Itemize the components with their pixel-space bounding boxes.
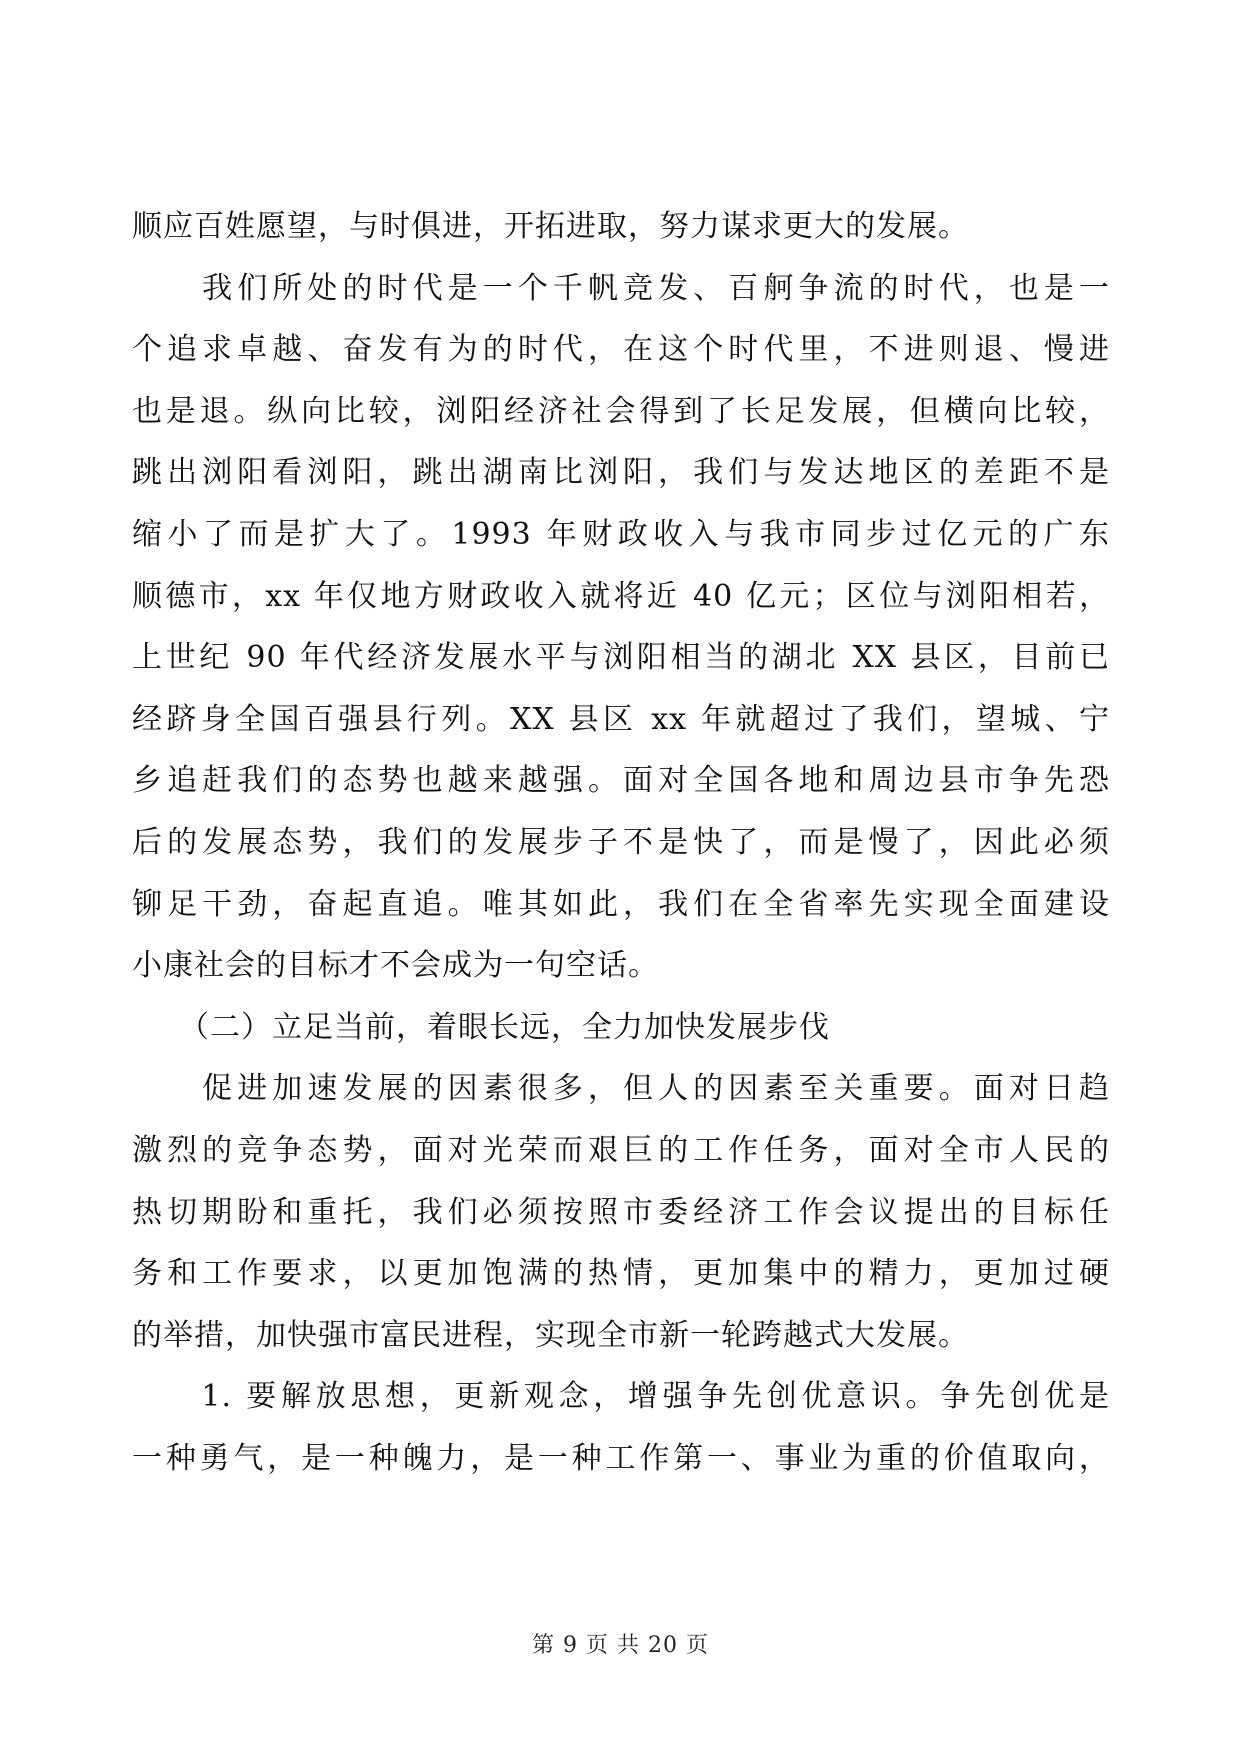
paragraph-line: 经跻身全国百强县行列。XX 县区 xx 年就超过了我们，望城、宁: [132, 701, 1110, 737]
paragraph-line: 务和工作要求，以更加饱满的热情，更加集中的精力，更加过硬: [132, 1256, 1110, 1292]
paragraph-line: 促进加速发展的因素很多，但人的因素至关重要。面对日趋: [132, 1071, 1110, 1107]
section-heading: （二）立足当前，着眼长远，全力加快发展步伐: [132, 1009, 830, 1045]
paragraph-line: 顺德市，xx 年仅地方财政收入就将近 40 亿元；区位与浏阳相若，: [132, 578, 1110, 614]
paragraph-line: 铆足干劲，奋起直追。唯其如此，我们在全省率先实现全面建设: [132, 886, 1110, 922]
paragraph-line: 后的发展态势，我们的发展步子不是快了，而是慢了，因此必须: [132, 824, 1110, 860]
paragraph-line: 个追求卓越、奋发有为的时代，在这个时代里，不进则退、慢进: [132, 332, 1110, 368]
paragraph-line: 乡追赶我们的态势也越来越强。面对全国各地和周边县市争先恐: [132, 763, 1110, 799]
paragraph-line: 缩小了而是扩大了。1993 年财政收入与我市同步过亿元的广东: [132, 516, 1110, 552]
paragraph-line: 上世纪 90 年代经济发展水平与浏阳相当的湖北 XX 县区，目前已: [132, 640, 1110, 676]
paragraph-line: 激烈的竞争态势，面对光荣而艰巨的工作任务，面对全市人民的: [132, 1132, 1110, 1168]
paragraph-line: 跳出浏阳看浏阳，跳出湖南比浏阳，我们与发达地区的差距不是: [132, 455, 1110, 491]
paragraph-line: 的举措，加快强市富民进程，实现全市新一轮跨越式大发展。: [132, 1317, 969, 1353]
paragraph-line: 顺应百姓愿望，与时俱进，开拓进取，努力谋求更大的发展。: [132, 209, 969, 244]
paragraph-line: 小康社会的目标才不会成为一句空话。: [132, 948, 659, 984]
paragraph-line: 也是退。纵向比较，浏阳经济社会得到了长足发展，但横向比较，: [132, 393, 1110, 429]
paragraph-line: 我们所处的时代是一个千帆竞发、百舸争流的时代，也是一: [132, 270, 1110, 306]
paragraph-line: 1. 要解放思想，更新观念，增强争先创优意识。争先创优是: [132, 1379, 1110, 1415]
paragraph-line: 热切期盼和重托，我们必须按照市委经济工作会议提出的目标任: [132, 1194, 1110, 1230]
page-footer: 第 9 页 共 20 页: [532, 1633, 709, 1658]
body-text: [132, 196, 1110, 1489]
paragraph-line: 一种勇气，是一种魄力，是一种工作第一、事业为重的价值取向，: [132, 1440, 1110, 1476]
